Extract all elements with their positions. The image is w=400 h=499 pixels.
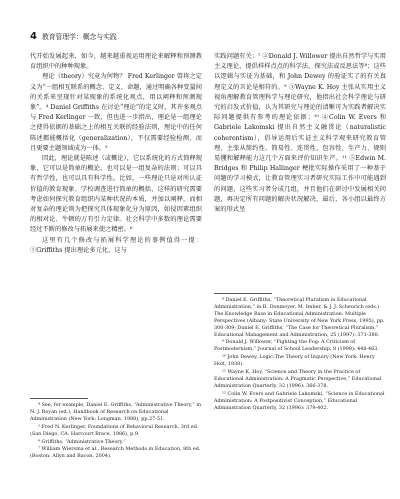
footnotes-left: [30, 398, 202, 461]
body-paragraph: 代开始发展起来，如今，越来越重视运用理论来解释和预测教育组织中的种种现象。: [30, 53, 202, 71]
footnote: ⁷ William Wiersma et al., Research Methods in Education, 8th ed. (Boston: Allyn and Bacon, 2004).: [30, 446, 201, 460]
footnote: ⁹ Donald J. Willower, “Fighting the Fog: A Criticism of Postmodernism,” Journal of School Leadership, 8 (1998): 448-463.: [214, 339, 379, 353]
page-number: 4: [30, 30, 37, 42]
footnote: ⁵ Fred N. Kerlinger, Foundations of Behavioral Research, 3rd ed. (San Diego, CA: Harcourt Brace, 1986), p.9.: [30, 423, 199, 437]
footnote-divider: [30, 398, 88, 399]
footnote: ⁶ Griffiths, “Administrative Theory.”: [38, 438, 126, 445]
footnote: ⁸ Daniel E. Griffiths, “Theoretical Pluralism in Educational Administration,” in R. Donmoyer, M. Imber, & J. J. Scheurich (eds.) The Knowledge Base in Educational Administration: Multiple Perspectives (Albany: State University of New York Press, 1995), pp. 300-309; Daniel E. Griffiths, “The Case for Theoretical Pluralism,” Educational Management and Administration, 25 (1997): 371-380.: [214, 297, 385, 338]
footnotes-right: [214, 293, 386, 413]
footnote: ¹⁰ John Dewey, Logic:The Theory of Inquiry (New York: Henry Holt, 1938).: [214, 354, 375, 368]
footnote: ¹¹ Wayne K. Hoy, “Science and Theory in the Practice of Educational Administration: A Pragmatic Perspective,” Educational Administration Quarterly, 32 (1996): 366-378.: [214, 369, 382, 389]
body-paragraph: 理论（theory）究竟为何物？ Fred Kerlinger 曾将之定义为“一组相互联系的概念、定义、命题，通过明确各种变量间的关系来呈现针对某现象的系统化观点，用以阐释和预测现象”。⁴ Daniel Griffiths 在讨论“理论”的定义时，其许多观点与 Fred Kerlinger 一致，但也进一步指出，理论是一组理论之使得依据的基础之上的相互关联的经验法则，理论中的任何陈述都能概括化（generalization），不仅需要经验检测，而且更要主题领域成为一体。⁵: [30, 73, 202, 152]
running-title: 教育管理学：概念与实践: [41, 33, 117, 41]
page-header: [30, 30, 117, 42]
left-column: [30, 52, 202, 256]
body-paragraph: 因此，理论就是陈述（或概论），它以系统化的方式简释现象，它可以是简单的概论，也可以是一组复杂的法则；可以具有哲学性，也可以具有科学性。比如，一些理论只是对所认证价值的教育现象、学校调查进行简单的概括，这样的研究需要考虑如何探究教育组织内某种状况的本质，并加以阐释，而相对复杂的理论则为把探究具体现象化分为原因，如侵因素组织的相对论、牛顿的万有引力定律。社会科学中多数的理论需要经过不断的修改与拓展来使之精密。⁶: [30, 155, 202, 234]
body-paragraph: 实践问题有关；⁷ ②Donald J. Willower 提出自然哲学与实用主义理论，提倡样样点点的科学法，探究法或反思法等⁸；这些以逻辑与实证为基础，和 John Dewey 的验证实了的有关真理定义的言论是相符的。⁹ ③Wayne K. Hoy 主张从实用主义视角理解教育管理科学与理论研究，他指出社会科学理论与研究的启发式价值，认为其研究与理论的清晰可为实践者解决实际问题提供有参考的理论依据；¹⁰ ④Colin W. Evers 和 Gabriele Lakomski 提出自然主义融贯论（naturalistic coherentism），倡导运用后实证主义科学观来研究教育管理，主张从简约性、简易性、连贯性、包容性、生产力、规则易懂和解释能力这几个方面来评价知识生产。¹¹ ⑤Edwin M. Bridges 和 Philip Hallinger 梗批实际操作采用了一种基于问题的学习模式，让教育管理实习者研究实际工作中可能遇到的问题，这些实习者分成几组，并且他们在研讨中发展相关问题，再决定所有问题的解决状况解决，最后，各小组以最终方案的形式呈: [214, 53, 386, 214]
body-paragraph: 这里有几个修改与拓展科学理论的事例值得一提：①Griffiths 提出理论多元化，这与: [30, 236, 202, 254]
footnote-divider: [214, 293, 272, 294]
footnote: ¹² Colin W. Evers and Gabriele Lakomski, “Science in Educational Administration: A Postpositivist Conception,” Educational Administration Quarterly, 32 (1996): 379-402.: [214, 390, 385, 411]
right-column: [214, 52, 386, 215]
footnote: ⁴ See, for example, Daniel E. Griffiths, “Administrative Theory,” in N. J. Boyan (ed.), Handbook of Research on Educational Administration (New York: Longman, 1988), pp.27-51.: [30, 402, 202, 422]
